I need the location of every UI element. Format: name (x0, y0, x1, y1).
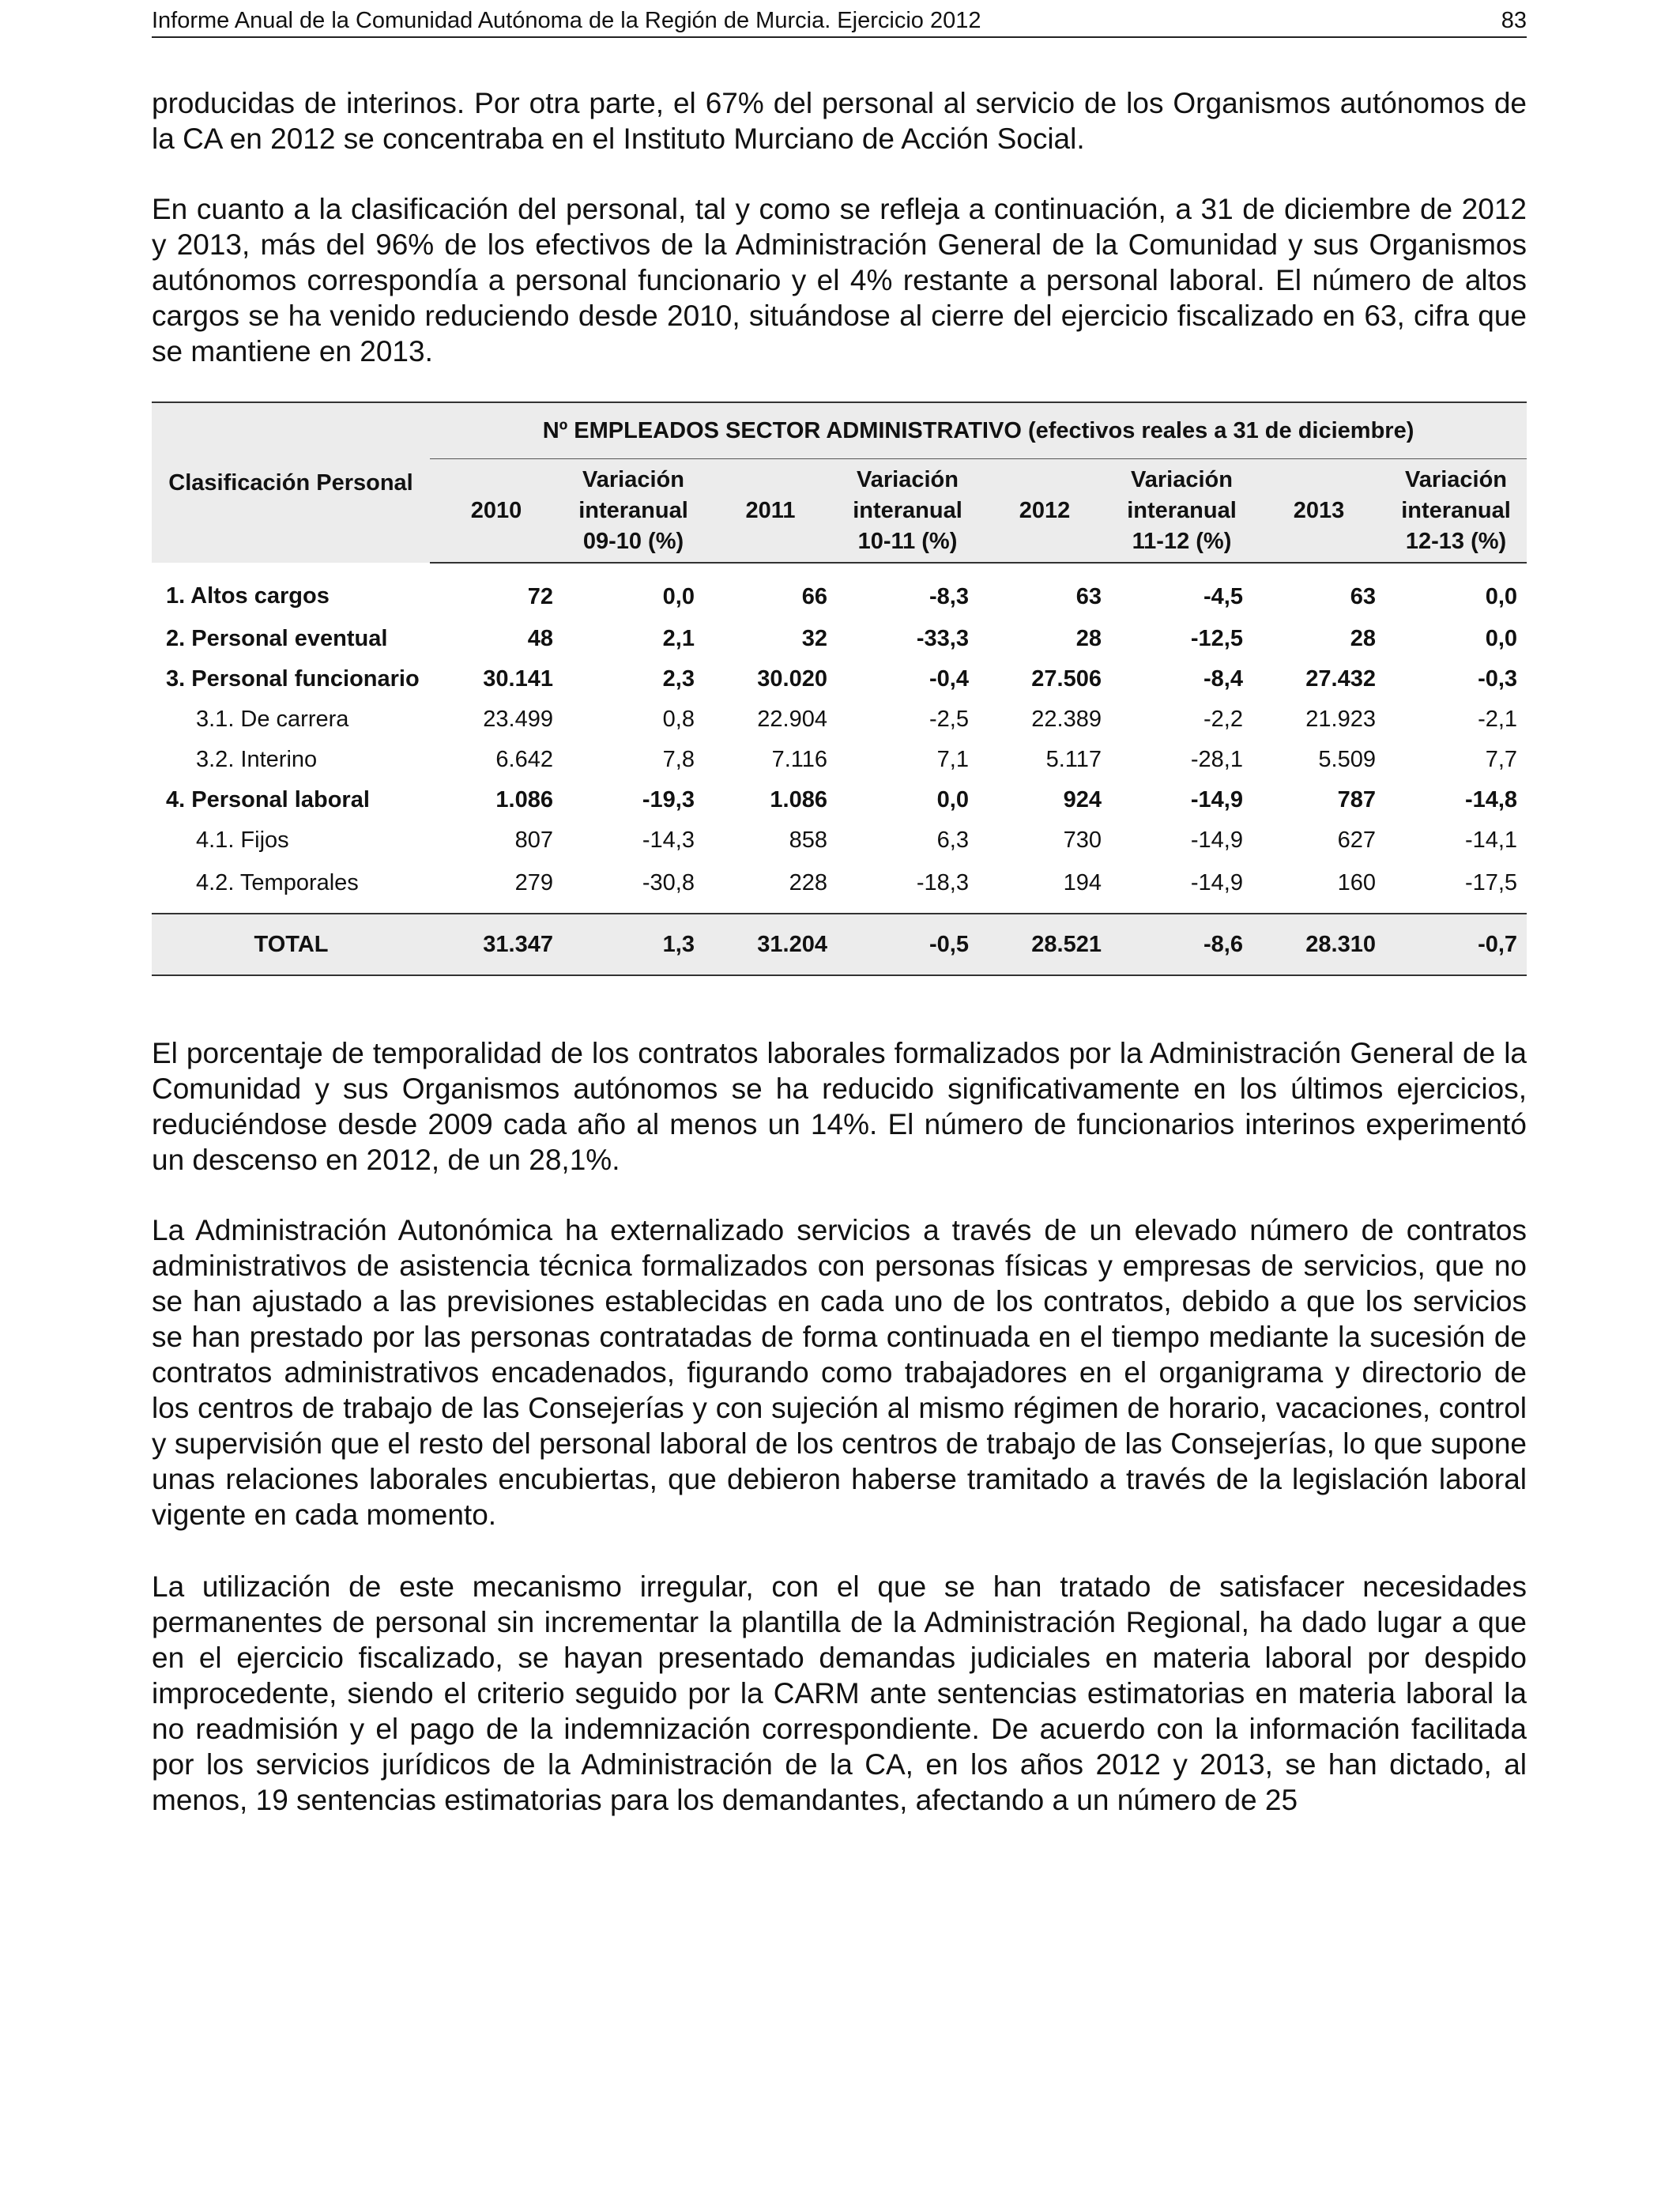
table-cell: 2,1 (662, 626, 695, 651)
table-cell: -8,4 (1203, 666, 1243, 692)
year-header: 2011 (704, 459, 837, 564)
row-label: 4.1. Fijos (196, 827, 289, 853)
table-cell: -0,4 (929, 666, 969, 692)
table-cell: -33,3 (916, 626, 969, 651)
row-label: 4. Personal laboral (166, 787, 370, 812)
table-row (152, 699, 1527, 740)
table-cell: -17,5 (1464, 869, 1518, 895)
table-cell: 807 (514, 827, 553, 853)
table-cell: 7,7 (1485, 747, 1518, 772)
table-cell: -28,1 (1190, 747, 1243, 772)
total-row (152, 914, 1527, 975)
table-cell: 0,0 (1485, 583, 1518, 609)
table-cell: -0,3 (1478, 666, 1518, 692)
table-cell: 30.020 (757, 666, 827, 692)
table-cell: -2,5 (929, 707, 969, 732)
table-cell: 7,1 (936, 747, 969, 772)
row-label: 4.2. Temporales (196, 869, 359, 895)
row-label: 3.1. De carrera (196, 707, 349, 732)
table-row (152, 563, 1527, 619)
table-cell: 1.086 (770, 787, 827, 812)
table-cell: 194 (1063, 869, 1102, 895)
table-cell: -14,9 (1190, 787, 1243, 812)
span-header-bold: Nº EMPLEADOS SECTOR ADMINISTRATIVO (542, 417, 1022, 443)
table-cell: 5.509 (1318, 747, 1376, 772)
variation-header: Variación interanual 12-13 (%) (1385, 459, 1527, 564)
table-cell: 21.923 (1305, 707, 1376, 732)
table-cell: -14,3 (642, 827, 695, 853)
total-cell: 28.310 (1252, 914, 1385, 975)
staff-table (152, 401, 1527, 976)
table-cell: 787 (1337, 787, 1376, 812)
table-cell: -4,5 (1203, 583, 1243, 609)
table-cell: 6.642 (495, 747, 553, 772)
table-cell: 7.116 (771, 747, 827, 772)
table-cell: -14,1 (1464, 827, 1518, 853)
page-number: 83 (1501, 8, 1527, 33)
paragraph-interinos: producidas de interinos. Por otra parte, el 67% del personal al servicio de los Organismos autónomos de la CA en 2012 se concentraba en el Instituto Murciano de Acción Social. (152, 87, 1527, 155)
table-cell: 0,8 (662, 707, 695, 732)
page-header (152, 6, 1527, 38)
table-cell: 63 (1075, 583, 1102, 609)
total-cell: -0,5 (837, 914, 978, 975)
table-row (152, 740, 1527, 780)
report-title: Informe Anual de la Comunidad Autónoma de la Región de Murcia. Ejercicio 2012 (152, 8, 981, 33)
table-cell: -14,8 (1464, 787, 1518, 812)
total-cell: 28.521 (978, 914, 1111, 975)
table-cell: 22.904 (757, 707, 827, 732)
year-header: 2010 (430, 459, 563, 564)
table-cell: 924 (1063, 787, 1102, 812)
year-header: 2013 (1252, 459, 1385, 564)
table-cell: -19,3 (642, 787, 695, 812)
table-cell: 160 (1337, 869, 1376, 895)
table-cell: 6,3 (936, 827, 969, 853)
table-cell: 7,8 (662, 747, 695, 772)
paragraph-externalizacion: La Administración Autonómica ha externalizado servicios a través de un elevado número de contratos administrativos de asistencia técnica formalizados con personas físicas y empresas de servicios, que no se han ajustado a las previsiones establecidas en cada uno de los contratos, debido a que los servicios se han prestado por las personas contratadas de forma continuada en el tiempo mediante la sucesión de contratos administrativos encadenados, figurando como trabajadores en el organigrama y directorio de los centros de trabajo de las Consejerías y con sujeción al mismo régimen de horario, vacaciones, control y supervisión que el resto del personal laboral de los centros de trabajo de las Consejerías, lo que supone unas relaciones laborales encubiertas, que debieron haberse tramitado a través de la legislación laboral vigente en cada momento. (152, 1214, 1527, 1531)
table-cell: 27.506 (1031, 666, 1102, 692)
total-cell: 31.204 (704, 914, 837, 975)
table-cell: -8,3 (929, 583, 969, 609)
table-cell: 0,0 (662, 583, 695, 609)
row-label: 3.2. Interino (196, 747, 318, 772)
row-label: 1. Altos cargos (166, 583, 330, 609)
table-row (152, 780, 1527, 820)
total-cell: 1,3 (563, 914, 704, 975)
variation-header: Variación interanual 10-11 (%) (837, 459, 978, 564)
row-label: 3. Personal funcionario (166, 666, 420, 692)
table-cell: 627 (1337, 827, 1376, 853)
paragraph-mecanismo-irregular: La utilización de este mecanismo irregular, con el que se han tratado de satisfacer necesidades permanentes de personal sin incrementar la plantilla de la Administración Regional, ha dado lugar a que en el ejercicio fiscalizado, se hayan presentado demandas judiciales en materia laboral por despido improcedente, siendo el criterio seguido por la CARM ante sentencias estimatorias en materia laboral la no readmisión y el pago de la indemnización correspondiente. De acuerdo con la información facilitada por los servicios jurídicos de la Administración de la CA, en los años 2012 y 2013, se han dictado, al menos, 19 sentencias estimatorias para los demandantes, afectando a un número de 25 (152, 1570, 1527, 1816)
table-cell: -2,2 (1203, 707, 1243, 732)
total-cell: -8,6 (1111, 914, 1252, 975)
table-cell: -18,3 (916, 869, 969, 895)
table-cell: 48 (527, 626, 553, 651)
table-cell: 23.499 (483, 707, 553, 732)
row-label: 2. Personal eventual (166, 626, 388, 651)
total-label: TOTAL (152, 914, 430, 975)
variation-header: Variación interanual 11-12 (%) (1111, 459, 1252, 564)
table-cell: -14,9 (1190, 827, 1243, 853)
paragraph-clasificacion: En cuanto a la clasificación del personal, tal y como se refleja a continuación, a 31 de diciembre de 2012 y 2013, más del 96% de los efectivos de la Administración General de la Comunidad y sus Organismos autónomos correspondía a personal funcionario y el 4% restante a personal laboral. El número de altos cargos se ha venido reduciendo desde 2010, situándose al cierre del ejercicio fiscalizado en 63, cifra que se mantiene en 2013. (152, 193, 1527, 368)
table-cell: 30.141 (483, 666, 553, 692)
table-cell: 28 (1075, 626, 1102, 651)
table-cell: 32 (801, 626, 827, 651)
table-cell: 0,0 (936, 787, 969, 812)
table-row (152, 619, 1527, 659)
table-row (152, 820, 1527, 861)
table-cell: 66 (801, 583, 827, 609)
table-cell: 72 (527, 583, 553, 609)
table-cell: 2,3 (662, 666, 695, 692)
table-cell: -14,9 (1190, 869, 1243, 895)
table-row (152, 659, 1527, 699)
table-cell: 0,0 (1485, 626, 1518, 651)
span-header-rest: (efectivos reales a 31 de diciembre) (1021, 417, 1414, 443)
table-cell: -30,8 (642, 869, 695, 895)
table-cell: -12,5 (1190, 626, 1243, 651)
table-cell: 28 (1350, 626, 1376, 651)
table-cell: 5.117 (1045, 747, 1102, 772)
table-cell: 279 (514, 869, 553, 895)
table-cell: -2,1 (1478, 707, 1518, 732)
total-cell: 31.347 (430, 914, 563, 975)
variation-header: Variación interanual 09-10 (%) (563, 459, 704, 564)
table-cell: 27.432 (1305, 666, 1376, 692)
paragraph-temporalidad: El porcentaje de temporalidad de los contratos laborales formalizados por la Administración General de la Comunidad y sus Organismos autónomos se ha reducido significativamente en los últimos ejercicios, reduciéndose desde 2009 cada año al menos un 14%. El número de funcionarios interinos experimentó un descenso en 2012, de un 28,1%. (152, 1037, 1527, 1176)
table-cell: 63 (1350, 583, 1376, 609)
table-cell: 858 (789, 827, 827, 853)
table-cell: 228 (789, 869, 827, 895)
year-header: 2012 (978, 459, 1111, 564)
table-cell: 730 (1063, 827, 1102, 853)
table-row (152, 861, 1527, 914)
table-cell: 1.086 (495, 787, 553, 812)
table-cell: 22.389 (1031, 707, 1102, 732)
span-header (430, 402, 1527, 459)
class-header: Clasificación Personal (152, 402, 430, 563)
total-cell: -0,7 (1385, 914, 1527, 975)
